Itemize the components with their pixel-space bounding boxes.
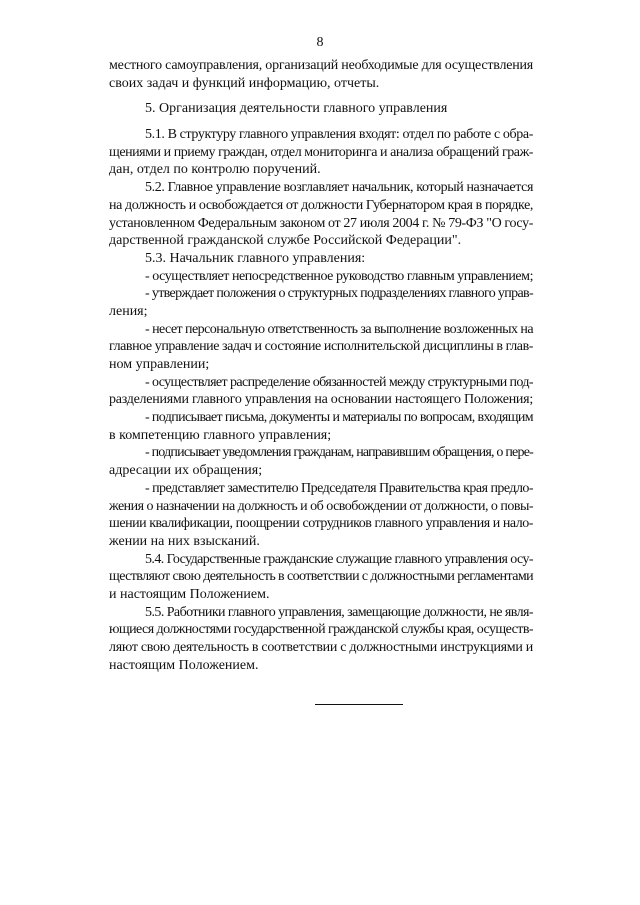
text-line: ления; (109, 303, 148, 319)
text-line: 5.5. Работники главного управления, замещающие должности, не явля- (145, 604, 533, 620)
text-line: - представляет заместителю Председателя Правительства края предло- (145, 480, 533, 496)
text-line: ществляют свою деятельность в соответствии с должностными регламентами (109, 569, 533, 585)
text-line: 5. Организация деятельности главного управления (145, 101, 448, 117)
text-line: жения о назначении на должность и об освобождении от должности, о повы- (109, 498, 534, 514)
text-line: местного самоуправления, организаций необходимые для осуществления (109, 58, 533, 73)
text-line: 5.3. Начальник главного управления: (145, 250, 366, 266)
text-line: настоящим Положением. (109, 657, 259, 673)
text-line: и настоящим Положением. (109, 586, 270, 602)
text-line: - подписывает уведомления гражданам, направившим обращения, о пере- (145, 445, 533, 461)
text-line: главное управление задач и состояние исполнительской дисциплины в глав- (109, 339, 533, 355)
text-line: жении на них взысканий. (109, 533, 260, 549)
end-rule (315, 704, 403, 705)
text-line: ющиеся должностями государственной гражданской службы края, осуществ- (109, 622, 533, 638)
text-line: дарственной гражданской службе Российской Федерации". (109, 233, 462, 249)
text-line: щениями и приему граждан, отдел мониторинга и анализа обращений граж- (109, 144, 533, 160)
text-line: адресации их обращения; (109, 463, 263, 479)
text-line: своих задач и функций информацию, отчеты. (109, 75, 380, 91)
text-line: дан, отдел по контролю поручений. (109, 162, 321, 178)
text-line: разделениями главного управления на основании настоящего Положения; (109, 392, 533, 408)
text-line: - утверждает положения о структурных подразделениях главного управ- (145, 286, 533, 302)
text-line: ляют свою деятельность в соответствии с должностными инструкциями и (109, 640, 533, 655)
text-line: 5.1. В структуру главного управления входят: отдел по работе с обра- (145, 127, 533, 143)
text-line: ном управлении; (109, 357, 210, 372)
text-line: - несет персональную ответственность за выполнение возложенных на (145, 321, 533, 337)
document-body (109, 57, 533, 674)
page-number: 8 (316, 35, 324, 50)
text-line: на должность и освобождается от должности Губернатором края в порядке, (109, 197, 533, 213)
text-line: установленном Федеральным законом от 27 июля 2004 г. № 79-ФЗ "О госу- (109, 215, 533, 231)
text-line: в компетенцию главного управления; (109, 427, 332, 443)
text-line: 5.4. Государственные гражданские служащие главного управления осу- (145, 551, 533, 567)
text-line: - осуществляет непосредственное руководство главным управлением; (145, 268, 533, 284)
text-line: - подписывает письма, документы и материалы по вопросам, входящим (145, 410, 533, 426)
text-line: 5.2. Главное управление возглавляет начальник, который назначается (145, 180, 533, 196)
text-line: шении квалификации, поощрении сотрудников главного управления и нало- (109, 516, 533, 532)
text-line: - осуществляет распределение обязанностей между структурными под- (145, 374, 533, 390)
paragraph-gap (109, 118, 533, 126)
paragraph-gap (109, 92, 533, 100)
